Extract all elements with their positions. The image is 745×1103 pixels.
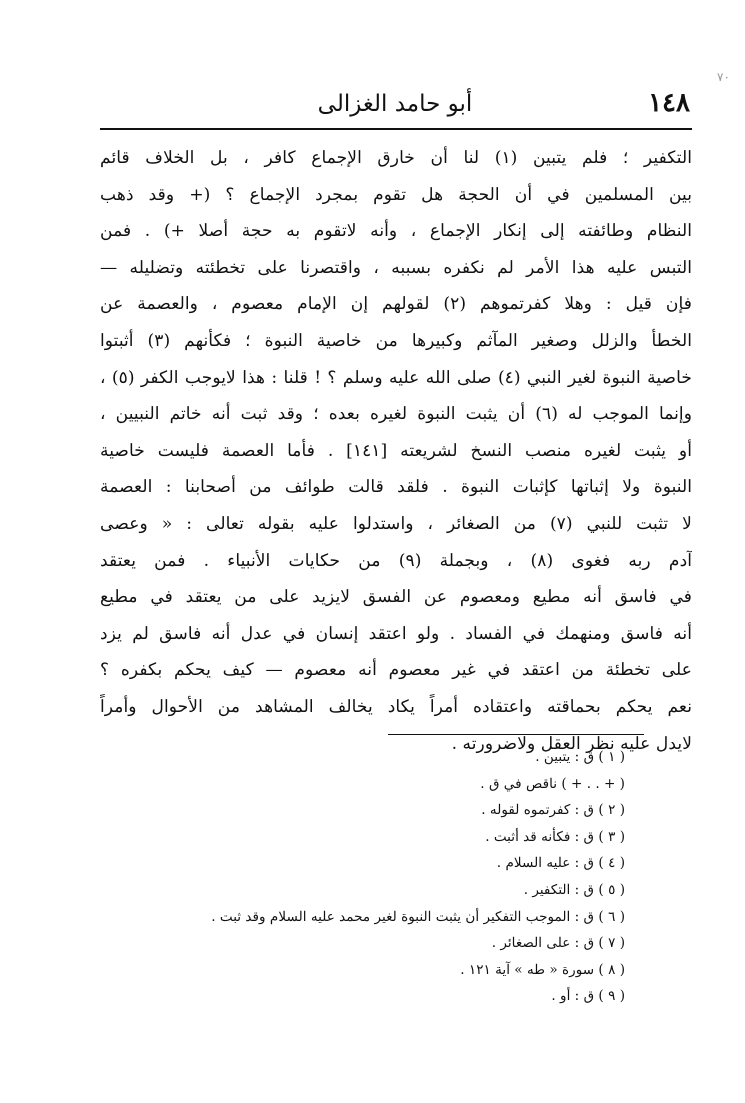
footnote: ( ٣ ) ق : فكأنه قد أثبت . [485, 828, 625, 845]
footnote: ( + . . + ) ناقص في ق . [480, 775, 625, 792]
body-line: فإن قيل : وهلا كفرتموهم (٢) لقولهم إن الإمام معصوم ، والعصمة عن [100, 294, 692, 315]
body-line: التكفير ؛ فلم يتبين (١) لنا أن خارق الإجماع كافر ، بل الخلاف قائم [100, 148, 692, 168]
footnote-rule [388, 734, 644, 735]
body-line: نعم يحكم بحماقته واعتقاده أمراً يكاد يخالف المشاهد من الأحوال وأمراً [100, 696, 692, 717]
body-line: على تخطئة من اعتقد في غير معصوم أنه معصوم — كيف يحكم بكفره ؟ [100, 660, 692, 681]
page-number: ١٤٨ [648, 88, 690, 118]
footnote: ( ١ ) ق : يتبين . [535, 749, 625, 765]
body-line: لايدل عليه نظر العقل ولاضرورته . [451, 733, 692, 754]
footnote: ( ٤ ) ق : عليه السلام . [496, 855, 625, 872]
body-line: وإنما الموجب له (٦) أن يثبت النبوة لغيره بعده ؛ وقد ثبت أنه خاتم النبيين ، [100, 404, 692, 425]
footnotes [105, 744, 625, 1010]
body-line: خاصية النبوة لغير النبي (٤) صلى الله عليه وسلم ؟ ! قلنا : هذا لايوجب الكفر (٥) ، [100, 367, 692, 388]
footnote: ( ٦ ) ق : الموجب التفكير أن يثبت النبوة لغير محمد عليه السلام وقد ثبت . [211, 908, 625, 925]
footnote: ( ٧ ) ق : على الصغائر . [491, 935, 625, 952]
body-line: أنه فاسق ومنهمك في الفساد . ولو اعتقد إنسان في عدل أنه فاسق لم يزد [100, 623, 692, 644]
body-line: النبوة ولا إثباتها كإثبات النبوة . فلقد قالت طوائف من أصحابنا : العصمة [100, 477, 692, 498]
body-text [100, 140, 692, 762]
body-line: التبس عليه هذا الأمر لم نكفره بسببه ، واقتصرنا على تخطئته وتضليله — [100, 257, 692, 278]
body-line: أو يثبت لغيره منصب النسخ لشريعته [١٤١] . فأما العصمة فليست خاصية [100, 440, 692, 461]
body-line: بين المسلمين في أن الحجة هل تقوم بمجرد الإجماع ؟ (+ وقد ذهب [100, 184, 692, 205]
page-header [100, 82, 690, 122]
footnote: ( ٩ ) ق : أو . [551, 988, 625, 1005]
footnote: ( ٢ ) ق : كفرتموه لقوله . [481, 802, 625, 819]
body-line: النظام وطائفته إلى إنكار الإجماع ، وأنه لاتقوم به حجة أصلا +) . فمن [100, 221, 692, 242]
margin-mark: ٧٠ [717, 70, 730, 84]
body-line: لا تثبت للنبي (٧) من الصغائر ، واستدلوا عليه بقوله تعالى : « وعصى [100, 513, 692, 534]
footnote: ( ٨ ) سورة « طه » آية ١٢١ . [460, 961, 625, 978]
running-title: أبو حامد الغزالى [317, 91, 473, 117]
body-line: آدم ربه فغوى (٨) ، وبجملة (٩) من حكايات الأنبياء . فمن يعتقد [100, 550, 692, 571]
header-rule [100, 128, 692, 130]
body-line: في فاسق أنه مطيع ومعصوم عن الفسق لايزيد على من يعتقد في مطيع [100, 587, 692, 608]
body-line: الخطأ والزلل وصغير المآثم وكبيرها من خاصية النبوة ؛ فكأنهم (٣) أثبتوا [100, 330, 692, 351]
footnote: ( ٥ ) ق : التكفير . [523, 881, 625, 898]
